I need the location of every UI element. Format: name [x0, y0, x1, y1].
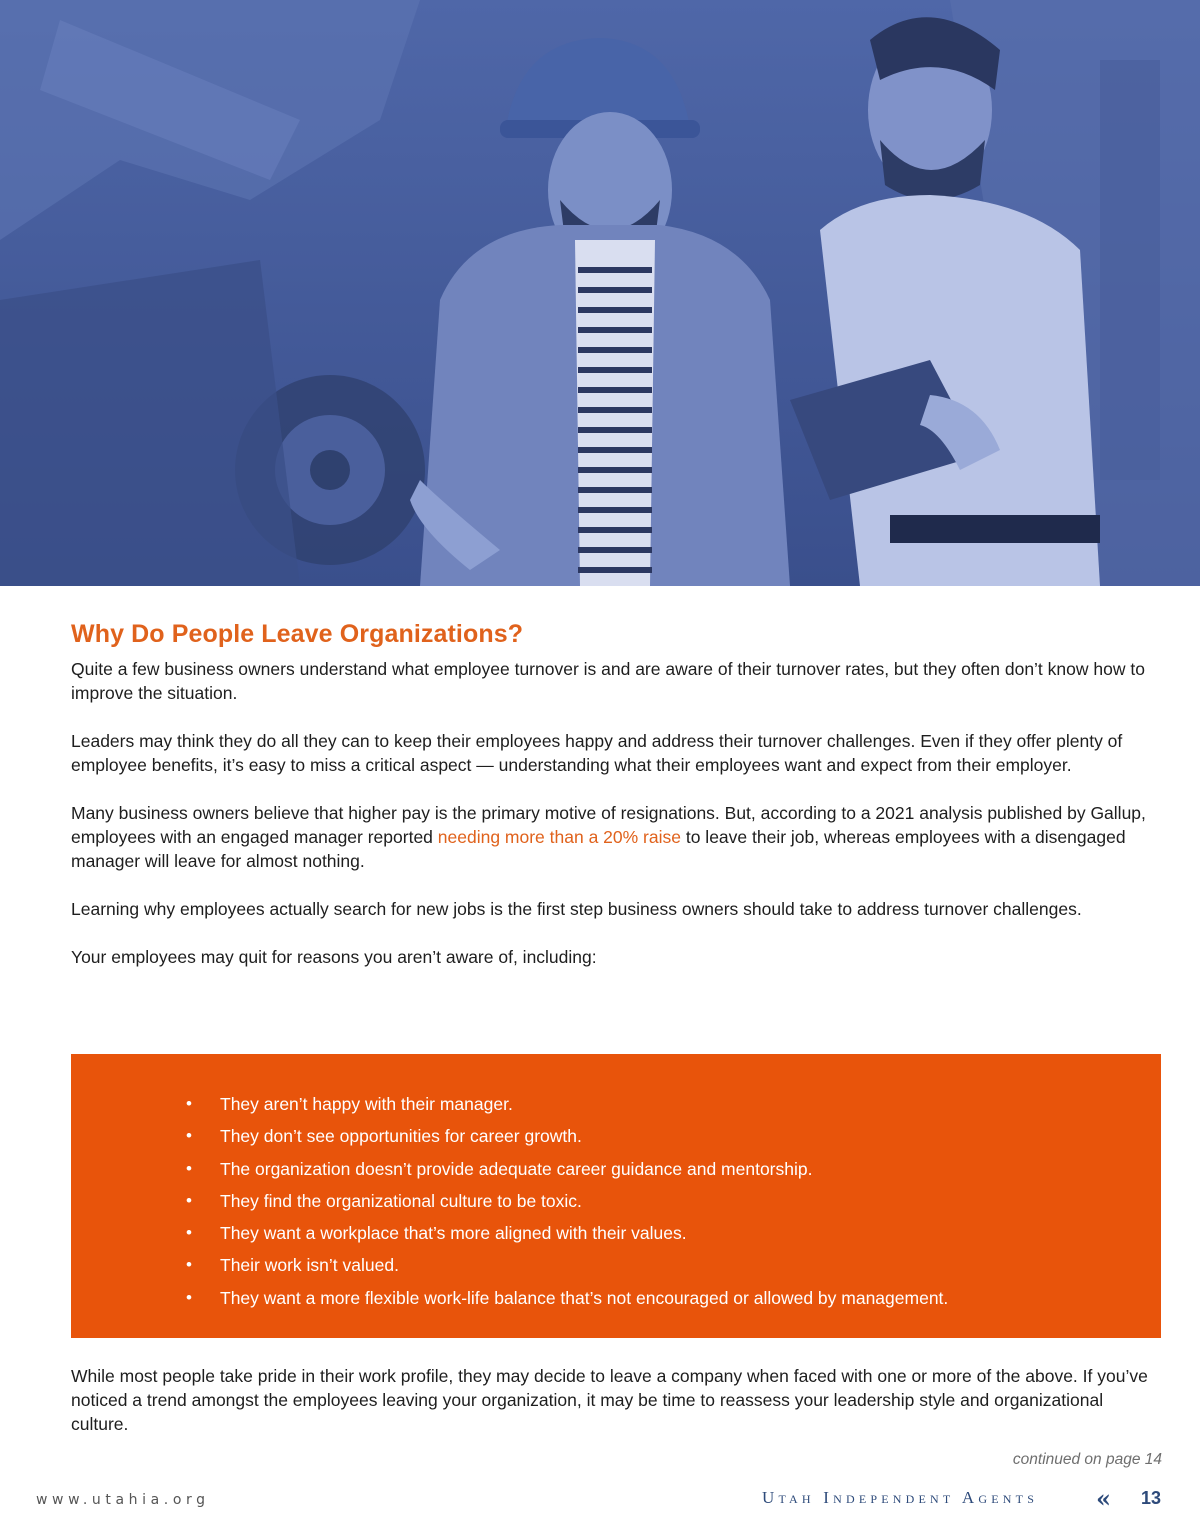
paragraph-pay-end: to leave their job, whereas employees with a disengaged manager will leave for almost nothing.	[71, 827, 1126, 871]
article-body	[71, 620, 1161, 993]
bullet-icon: •	[186, 1158, 192, 1178]
bullet-icon: •	[186, 1126, 192, 1146]
reason-text: They find the organizational culture to be toxic.	[220, 1190, 582, 1211]
paragraph-leaders: Leaders may think they do all they can to keep their employees happy and address their turnover challenges. Even if they offer plenty of employee benefits, it’s easy to miss a critical aspect — understanding what their employees want and expect from their employer.	[71, 731, 1123, 775]
list-item	[186, 1249, 1161, 1281]
bullet-icon: •	[186, 1223, 192, 1243]
reason-text: They want a more flexible work-life balance that’s not encouraged or allowed by management.	[220, 1287, 949, 1308]
hero-illustration	[0, 0, 1200, 586]
list-item	[186, 1282, 1161, 1314]
bullet-icon: •	[186, 1190, 192, 1210]
article-conclusion	[71, 1364, 1161, 1460]
list-item	[186, 1088, 1161, 1120]
list-item	[186, 1153, 1161, 1185]
bullet-icon: •	[186, 1255, 192, 1275]
reason-text: Their work isn’t valued.	[220, 1255, 399, 1276]
footer-website[interactable]: www.utahia.org	[36, 1492, 210, 1508]
article-heading: Why Do People Leave Organizations?	[71, 620, 524, 648]
bullet-icon: •	[186, 1094, 192, 1113]
hero-photo	[0, 0, 1200, 586]
bullet-icon: •	[186, 1287, 192, 1307]
gallup-link[interactable]: needing more than a 20% raise	[437, 827, 681, 847]
reasons-callout-box	[71, 1054, 1161, 1338]
reason-text: They aren’t happy with their manager.	[220, 1094, 513, 1114]
continued-note[interactable]: continued on page 14	[1012, 1451, 1162, 1468]
page-number: 13	[1141, 1488, 1162, 1508]
paragraph-pay	[71, 801, 1161, 873]
reason-text: They don’t see opportunities for career growth.	[220, 1126, 582, 1147]
list-item	[186, 1120, 1161, 1152]
chevron-left-icon: «	[1096, 1484, 1111, 1513]
reasons-list	[71, 1088, 1161, 1314]
paragraph-conclusion: While most people take pride in their work profile, they may decide to leave a company when faced with one or more of the above. If you’ve noticed a trend amongst the employees leaving your organization, it may be time to reassess your leadership style and organizational culture.	[71, 1366, 1148, 1434]
reason-text: The organization doesn’t provide adequate career guidance and mentorship.	[220, 1158, 813, 1179]
list-item	[186, 1185, 1161, 1217]
list-item	[186, 1217, 1161, 1249]
reason-text: They want a workplace that’s more aligned with their values.	[220, 1223, 687, 1244]
paragraph-intro: Quite a few business owners understand what employee turnover is and are aware of their turnover rates, but they often don’t know how to improve the situation.	[71, 659, 1145, 703]
paragraph-learning: Learning why employees actually search for new jobs is the first step business owners should take to address turnover challenges.	[71, 899, 1082, 919]
paragraph-pay-start: Many business owners believe that higher pay is the primary motive of resignations. But, according to a 2021 analysis published by Gallup, employees with an engaged manager reported	[71, 803, 1146, 847]
paragraph-reasons-intro: Your employees may quit for reasons you aren’t aware of, including:	[71, 947, 597, 967]
footer-organization: Utah Independent Agents	[762, 1488, 1039, 1507]
